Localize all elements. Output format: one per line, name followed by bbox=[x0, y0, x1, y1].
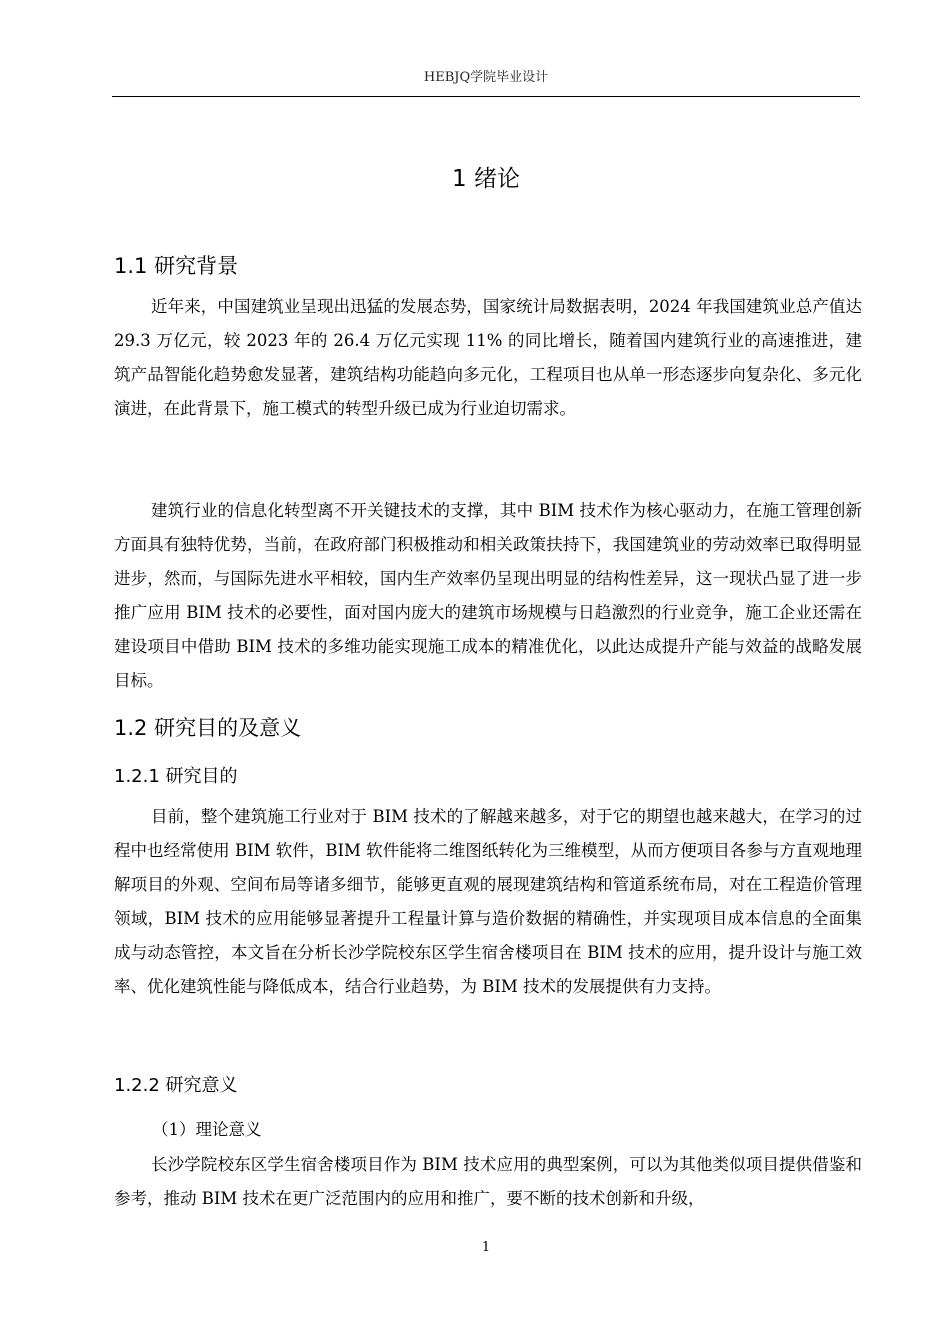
page-number: 1 bbox=[481, 1240, 491, 1255]
section-heading-1-2-1: 1.2.1 研究目的 bbox=[114, 766, 238, 787]
paragraph-research-background-1: 近年来，中国建筑业呈现出迅猛的发展态势，国家统计局数据表明，2024 年我国建筑业总产值达 29.3 万亿元，较 2023 年的 26.4 万亿元实现 11% 的同比增长，随着国内建筑行业的高速推进，建筑产品智能化趋势愈发显著，建筑结构功能趋向多元化，工程项目也从单一形态逐步向复杂化、多元化演进，在此背景下，施工模式的转型升级已成为行业迫切需求。 bbox=[114, 297, 862, 418]
paragraph-research-background-2: 建筑行业的信息化转型离不开关键技术的支撑，其中 BIM 技术作为核心驱动力，在施工管理创新方面具有独特优势，当前，在政府部门积极推动和相关政策扶持下，我国建筑业的劳动效率已取得明显进步，然而，与国际先进水平相较，国内生产效率仍呈现出明显的结构性差异，这一现状凸显了进一步推广应用 BIM 技术的必要性，面对国内庞大的建筑市场规模与日趋激烈的行业竞争，施工企业还需在建设项目中借助 BIM 技术的多维功能实现施工成本的精准优化，以此达成提升产能与效益的战略发展目标。 bbox=[114, 501, 862, 690]
section-heading-1-2: 1.2 研究目的及意义 bbox=[114, 716, 302, 740]
paragraph-research-purpose: 目前，整个建筑施工行业对于 BIM 技术的了解越来越多，对于它的期望也越来越大，在学习的过程中也经常使用 BIM 软件，BIM 软件能将二维图纸转化为三维模型，从而方便项目各参与方直观地理解项目的外观、空间布局等诸多细节，能够更直观的展现建筑结构和管道系统布局，对在工程造价管理领域，BIM 技术的应用能够显著提升工程量计算与造价数据的精确性，并实现项目成本信息的全面集成与动态管控，本文旨在分析长沙学院校东区学生宿舍楼项目在 BIM 技术的应用，提升设计与施工效率、优化建筑性能与降低成本，结合行业趋势，为 BIM 技术的发展提供有力支持。 bbox=[114, 807, 862, 996]
list-item-theoretical-significance: （1）理论意义 bbox=[152, 1120, 262, 1139]
chapter-title: 1 绪论 bbox=[452, 166, 520, 192]
section-heading-1-1: 1.1 研究背景 bbox=[114, 254, 239, 278]
section-heading-1-2-2: 1.2.2 研究意义 bbox=[114, 1075, 238, 1096]
header-divider bbox=[112, 96, 860, 97]
paragraph-theoretical-significance: 长沙学院校东区学生宿舍楼项目作为 BIM 技术应用的典型案例，可以为其他类似项目提供借鉴和参考，推动 BIM 技术在更广泛范围内的应用和推广，要不断的技术创新和升级， bbox=[114, 1155, 862, 1208]
page-header: HEBJQ学院毕业设计 bbox=[423, 70, 549, 85]
